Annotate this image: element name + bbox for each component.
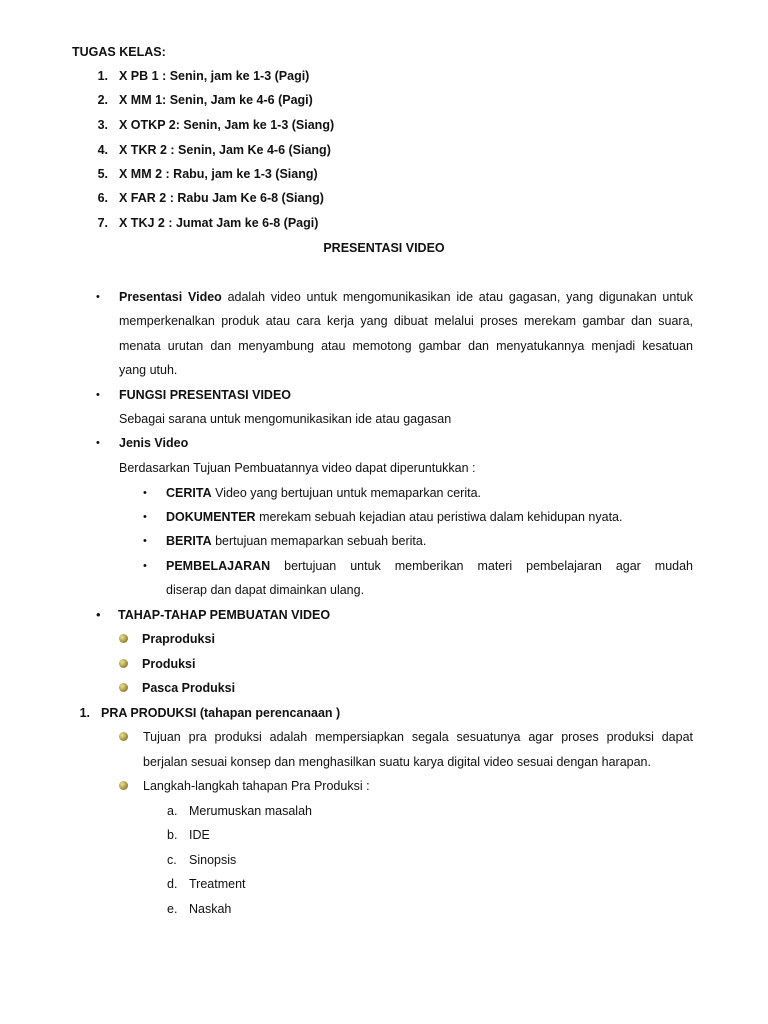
jenis-item bbox=[166, 509, 622, 525]
list-number: 7. bbox=[97, 216, 108, 230]
step-letter: e. bbox=[167, 902, 178, 916]
definition-line: yang utuh. bbox=[119, 363, 178, 377]
step-text: Sinopsis bbox=[189, 853, 237, 867]
step-text: Merumuskan masalah bbox=[189, 804, 312, 818]
langkah-heading: Langkah-langkah tahapan Pra Produksi : bbox=[143, 779, 370, 793]
orb-bullet-icon bbox=[119, 732, 128, 741]
step-letter: c. bbox=[167, 853, 177, 867]
fungsi-text: Sebagai sarana untuk mengomunikasikan ide atau gagasan bbox=[119, 412, 452, 426]
tujuan-line: Tujuan pra produksi adalah mempersiapkan segala sesuatunya agar proses produksi dapat bbox=[143, 730, 693, 744]
list-number: 3. bbox=[97, 118, 108, 132]
list-number: 6. bbox=[97, 191, 108, 205]
tahap-heading: TAHAP-TAHAP PEMBUATAN VIDEO bbox=[118, 608, 331, 622]
bullet-icon: • bbox=[96, 607, 101, 622]
list-number: 5. bbox=[97, 167, 108, 181]
praproduksi-heading: PRA PRODUKSI (tahapan perencanaan ) bbox=[101, 706, 341, 720]
step-text: Naskah bbox=[189, 902, 232, 916]
bullet-icon: • bbox=[96, 389, 100, 401]
jenis-term: BERITA bbox=[166, 534, 212, 548]
jenis-term: PEMBELAJARAN bbox=[166, 559, 271, 573]
jenis-term: DOKUMENTER bbox=[166, 510, 256, 524]
jenis-desc: bertujuan untuk memberikan materi pembelajaran agar mudah bbox=[270, 559, 693, 573]
orb-bullet-icon bbox=[119, 634, 128, 643]
list-item: X OTKP 2: Senin, Jam ke 1-3 (Siang) bbox=[119, 118, 335, 132]
definition-text: adalah video untuk mengomunikasikan ide atau gagasan, yang digunakan untuk bbox=[221, 290, 693, 304]
bullet-icon: • bbox=[143, 511, 147, 523]
orb-bullet-icon bbox=[119, 683, 128, 692]
list-number: 4. bbox=[97, 143, 108, 157]
jenis-item bbox=[166, 485, 481, 501]
jenis-desc: merekam sebuah kejadian atau peristiwa dalam kehidupan nyata. bbox=[255, 510, 623, 524]
definition-line bbox=[119, 289, 693, 305]
list-item: X TKR 2 : Senin, Jam Ke 4-6 (Siang) bbox=[119, 143, 331, 157]
tujuan-line: berjalan sesuai konsep dan menghasilkan suatu karya digital video sesuai dengan harapan. bbox=[143, 755, 651, 769]
jenis-term: CERITA bbox=[166, 486, 212, 500]
bullet-icon: • bbox=[143, 487, 147, 499]
jenis-heading: Jenis Video bbox=[119, 436, 189, 450]
definition-line: menata urutan dan menyambung atau memotong gambar dan menyatukannya menjadi kesatuan bbox=[119, 339, 693, 353]
step-letter: d. bbox=[167, 877, 178, 891]
list-item: X MM 2 : Rabu, jam ke 1-3 (Siang) bbox=[119, 167, 318, 181]
fungsi-heading: FUNGSI PRESENTASI VIDEO bbox=[119, 388, 292, 402]
list-item: X FAR 2 : Rabu Jam Ke 6-8 (Siang) bbox=[119, 191, 324, 205]
bullet-icon: • bbox=[96, 437, 100, 449]
bullet-icon: • bbox=[143, 560, 147, 572]
section-number: 1. bbox=[79, 706, 90, 720]
definition-line: memperkenalkan produk atau cara kerja yang dibuat melalui proses merekam gambar dan suara, bbox=[119, 314, 693, 328]
orb-bullet-icon bbox=[119, 659, 128, 668]
tugas-heading: TUGAS KELAS: bbox=[72, 45, 166, 59]
list-number: 2. bbox=[97, 93, 108, 107]
step-text: IDE bbox=[189, 828, 210, 842]
bullet-icon: • bbox=[143, 535, 147, 547]
bullet-icon: • bbox=[96, 291, 100, 303]
tahap-item: Pasca Produksi bbox=[142, 681, 236, 695]
definition-term: Presentasi Video bbox=[119, 290, 222, 304]
jenis-item-cont: diserap dan dapat dimainkan ulang. bbox=[166, 583, 365, 597]
step-letter: a. bbox=[167, 804, 178, 818]
list-item: X TKJ 2 : Jumat Jam ke 6-8 (Pagi) bbox=[119, 216, 319, 230]
page-title: PRESENTASI VIDEO bbox=[323, 241, 445, 255]
list-number: 1. bbox=[97, 69, 108, 83]
step-text: Treatment bbox=[189, 877, 246, 891]
list-item: X PB 1 : Senin, jam ke 1-3 (Pagi) bbox=[119, 69, 310, 83]
jenis-desc: bertujuan memaparkan sebuah berita. bbox=[211, 534, 427, 548]
tahap-item: Praproduksi bbox=[142, 632, 215, 646]
jenis-intro: Berdasarkan Tujuan Pembuatannya video dapat diperuntukkan : bbox=[119, 461, 476, 475]
list-item: X MM 1: Senin, Jam ke 4-6 (Pagi) bbox=[119, 93, 313, 107]
jenis-item bbox=[166, 558, 693, 574]
step-letter: b. bbox=[167, 828, 178, 842]
orb-bullet-icon bbox=[119, 781, 128, 790]
tahap-item: Produksi bbox=[142, 657, 196, 671]
jenis-desc: Video yang bertujuan untuk memaparkan cerita. bbox=[211, 486, 481, 500]
jenis-item bbox=[166, 533, 426, 549]
